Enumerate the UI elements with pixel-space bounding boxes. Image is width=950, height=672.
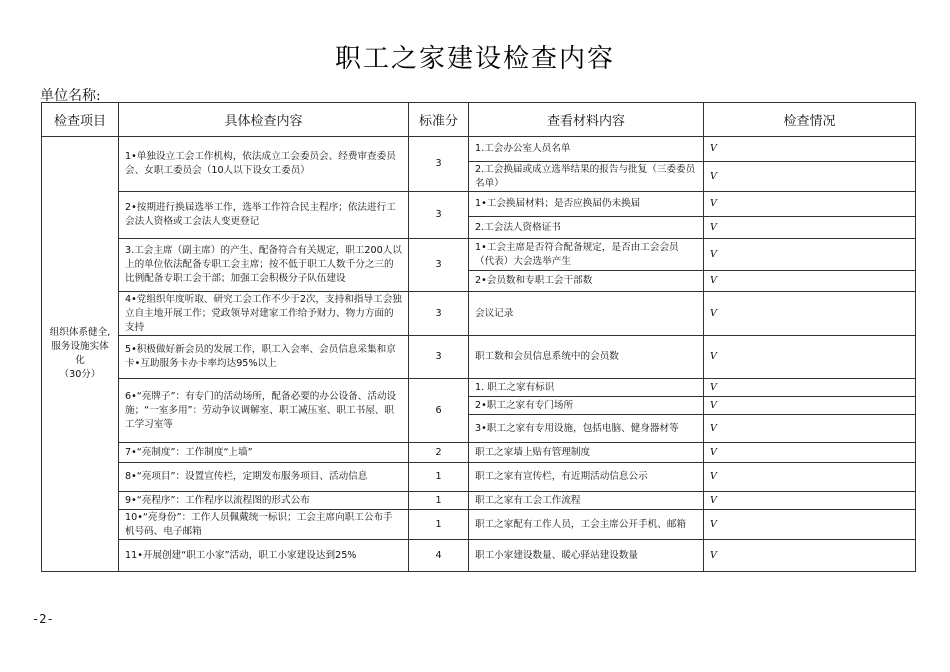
check-mark: V [704, 137, 916, 162]
page-number: -2- [32, 612, 54, 626]
check-mark: V [704, 192, 916, 217]
score-cell: 3 [409, 137, 469, 192]
material-cell: 2•会员数和专职工会干部数 [469, 271, 704, 292]
table-row [42, 443, 916, 463]
material-cell: 职工数和会员信息系统中的会员数 [469, 336, 704, 379]
document-title: 职工之家建设检查内容 [334, 44, 615, 74]
content-cell: 6•“亮牌子”：有专门的活动场所，配备必要的办公设备、活动设施；“一室多用”：劳动争议调解室、职工减压室、职工书屋、职工学习室等 [119, 379, 409, 443]
table-row [42, 379, 916, 397]
content-cell: 7•“亮制度”：工作制度“上墙” [119, 443, 409, 463]
content-cell: 2•按期进行换届选举工作，选举工作符合民主程序；依法进行工会法人资格或工会法人变更登记 [119, 192, 409, 239]
check-mark: V [704, 336, 916, 379]
score-cell: 3 [409, 239, 469, 292]
score-cell: 3 [409, 336, 469, 379]
table-row [42, 292, 916, 336]
content-cell: 5•积极做好新会员的发展工作，职工入会率、会员信息采集和京卡•互助服务卡办卡率均达95%以上 [119, 336, 409, 379]
check-mark: V [704, 540, 916, 572]
material-cell: 1.工会办公室人员名单 [469, 137, 704, 162]
check-mark: V [704, 239, 916, 271]
score-cell: 2 [409, 443, 469, 463]
material-cell: 职工小家建设数量、暖心驿站建设数量 [469, 540, 704, 572]
content-cell: 4•党组织年度听取、研究工会工作不少于2次，支持和指导工会独立自主地开展工作；党政领导对建家工作给予财力、物力方面的支持 [119, 292, 409, 336]
material-cell: 2.工会换届或成立选举结果的报告与批复（三委委员名单） [469, 162, 704, 192]
check-mark: V [704, 463, 916, 492]
content-cell: 1•单独设立工会工作机构，依法成立工会委员会、经费审查委员会、女职工委员会（10人以下设女工委员） [119, 137, 409, 192]
header-standard-score: 标准分 [409, 103, 469, 137]
table-row [42, 239, 916, 271]
check-mark: V [704, 510, 916, 540]
table-header-row [42, 103, 916, 137]
score-cell: 3 [409, 192, 469, 239]
header-materials: 查看材料内容 [469, 103, 704, 137]
score-cell: 1 [409, 510, 469, 540]
check-mark: V [704, 379, 916, 397]
unit-name-label: 单位名称: [40, 88, 101, 104]
table-body [42, 137, 916, 572]
table-row [42, 510, 916, 540]
material-cell: 职工之家有工会工作流程 [469, 492, 704, 510]
material-cell: 1. 职工之家有标识 [469, 379, 704, 397]
table-row [42, 137, 916, 162]
material-cell: 职工之家配有工作人员，工会主席公开手机、邮箱 [469, 510, 704, 540]
material-cell: 职工之家有宣传栏，有近期活动信息公示 [469, 463, 704, 492]
check-mark: V [704, 492, 916, 510]
material-cell: 2.工会法人资格证书 [469, 217, 704, 239]
table-row [42, 540, 916, 572]
content-cell: 3.工会主席（副主席）的产生、配备符合有关规定，职工200人以上的单位依法配备专职工会主席；按不低于职工人数千分之三的比例配备专职工会干部；加强工会积极分子队伍建设 [119, 239, 409, 292]
table-row [42, 336, 916, 379]
header-specific-content: 具体检查内容 [119, 103, 409, 137]
score-cell: 1 [409, 463, 469, 492]
content-cell: 9•“亮程序”：工作程序以流程图的形式公布 [119, 492, 409, 510]
content-cell: 8•“亮项目”：设置宣传栏，定期发布服务项目、活动信息 [119, 463, 409, 492]
header-inspection-status: 检查情况 [704, 103, 916, 137]
category-cell: 组织体系健全, 服务设施实体化 （30分） [42, 137, 119, 572]
table-row [42, 492, 916, 510]
content-cell: 11•开展创建“职工小家”活动，职工小家建设达到25% [119, 540, 409, 572]
material-cell: 1•工会主席是否符合配备规定，是否由工会会员（代表）大会选举产生 [469, 239, 704, 271]
table-row [42, 463, 916, 492]
score-cell: 3 [409, 292, 469, 336]
check-mark: V [704, 397, 916, 415]
table-row [42, 192, 916, 217]
score-cell: 1 [409, 492, 469, 510]
score-cell: 6 [409, 379, 469, 443]
header-inspection-item: 检查项目 [42, 103, 119, 137]
check-mark: V [704, 271, 916, 292]
material-cell: 3•职工之家有专用设施，包括电脑、健身器材等 [469, 415, 704, 443]
material-cell: 2•职工之家有专门场所 [469, 397, 704, 415]
check-mark: V [704, 162, 916, 192]
score-cell: 4 [409, 540, 469, 572]
material-cell: 职工之家墙上贴有管理制度 [469, 443, 704, 463]
inspection-table [41, 102, 916, 572]
material-cell: 1•工会换届材料；是否应换届仍未换届 [469, 192, 704, 217]
content-cell: 10•“亮身份”：工作人员佩戴统一标识；工会主席向职工公布手机号码、电子邮箱 [119, 510, 409, 540]
check-mark: V [704, 415, 916, 443]
check-mark: V [704, 443, 916, 463]
check-mark: V [704, 292, 916, 336]
material-cell: 会议记录 [469, 292, 704, 336]
check-mark: V [704, 217, 916, 239]
